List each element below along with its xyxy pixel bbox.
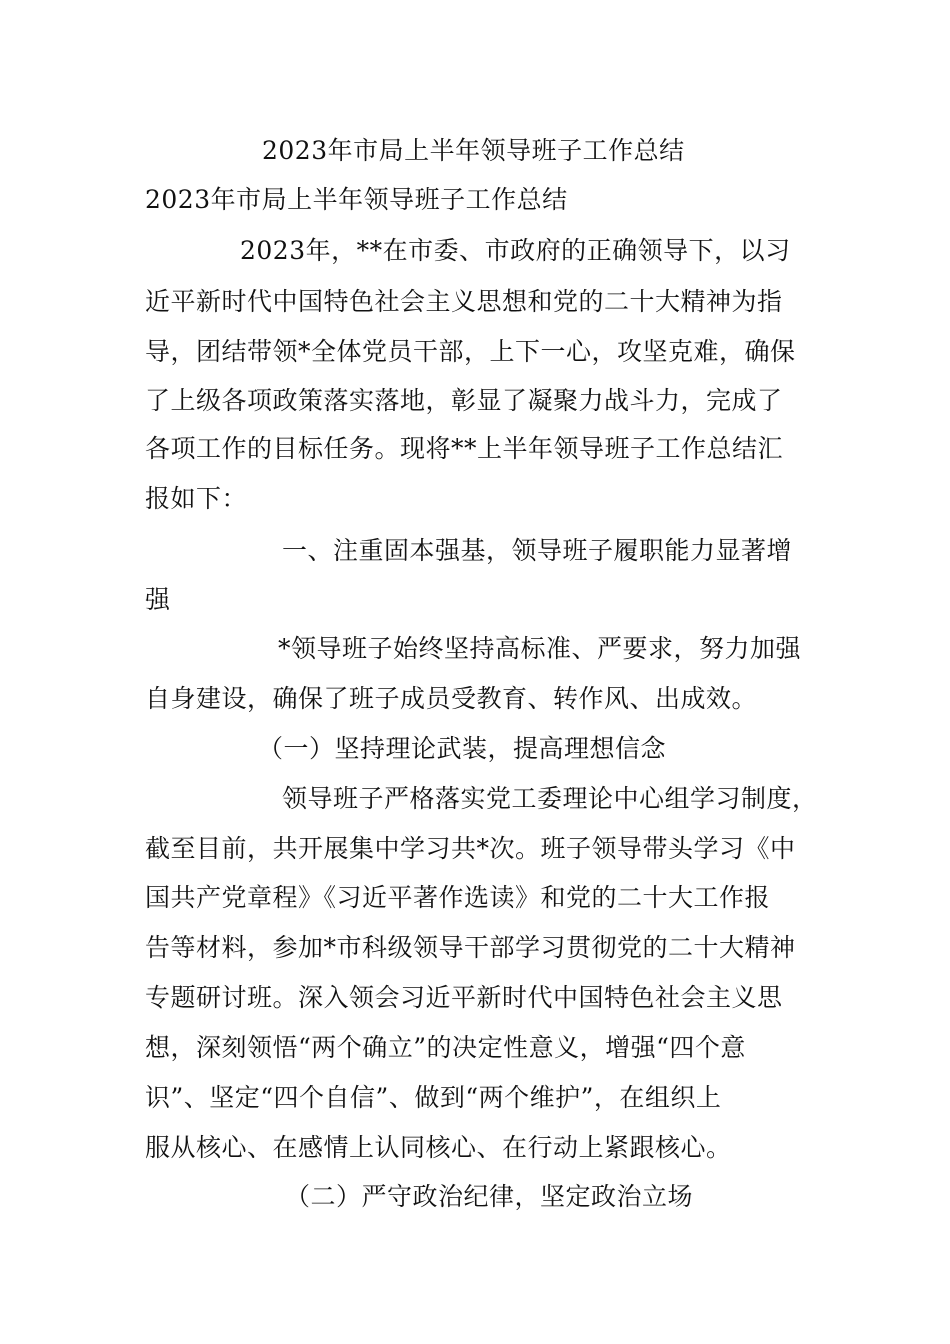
section-paragraph-line: 自身建设，确保了班子成员受教育、转作风、出成效。 [145,684,758,713]
subsection-paragraph-line: 告等材料，参加*市科级领导干部学习贯彻党的二十大精神 [145,933,796,962]
intro-line: 导，团结带领*全体党员干部，上下一心，攻坚克难，确保 [145,337,796,366]
section-heading: 强 [145,585,171,614]
section-paragraph-line: *领导班子始终坚持高标准、严要求，努力加强 [278,634,802,663]
subsection-paragraph-line: 领导班子严格落实党工委理论中心组学习制度， [282,784,818,813]
intro-line: 报如下： [145,484,248,513]
intro-line: 各项工作的目标任务。现将**上半年领导班子工作总结汇 [145,434,784,463]
document-subtitle: 2023年市局上半年领导班子工作总结 [145,185,568,214]
section-heading: 一、注重固本强基，领导班子履职能力显著增 [282,536,793,565]
subsection-paragraph-line: 国共产党章程》《习近平著作选读》和党的二十大工作报 [145,883,771,912]
subsection-heading: （一）坚持理论武装，提高理想信念 [258,734,667,763]
subsection-paragraph-line: 想，深刻领悟“两个确立”的决定性意义，增强“四个意 [145,1033,746,1062]
subsection-paragraph-line: 服从核心、在感情上认同核心、在行动上紧跟核心。 [145,1133,732,1162]
intro-line: 了上级各项政策落实落地，彰显了凝聚力战斗力，完成了 [145,386,783,415]
intro-line: 2023年，**在市委、市政府的正确领导下，以习 [240,236,791,265]
subsection-paragraph-line: 识”、坚定“四个自信”、做到“两个维护”，在组织上 [145,1083,722,1112]
subsection-paragraph-line: 截至目前，共开展集中学习共*次。班子领导带头学习《中 [145,834,796,863]
subsection-paragraph-line: 专题研讨班。深入领会习近平新时代中国特色社会主义思 [145,983,783,1012]
intro-line: 近平新时代中国特色社会主义思想和党的二十大精神为指 [145,287,783,316]
document-title: 2023年市局上半年领导班子工作总结 [262,136,685,165]
subsection-heading: （二）严守政治纪律，坚定政治立场 [285,1182,694,1211]
